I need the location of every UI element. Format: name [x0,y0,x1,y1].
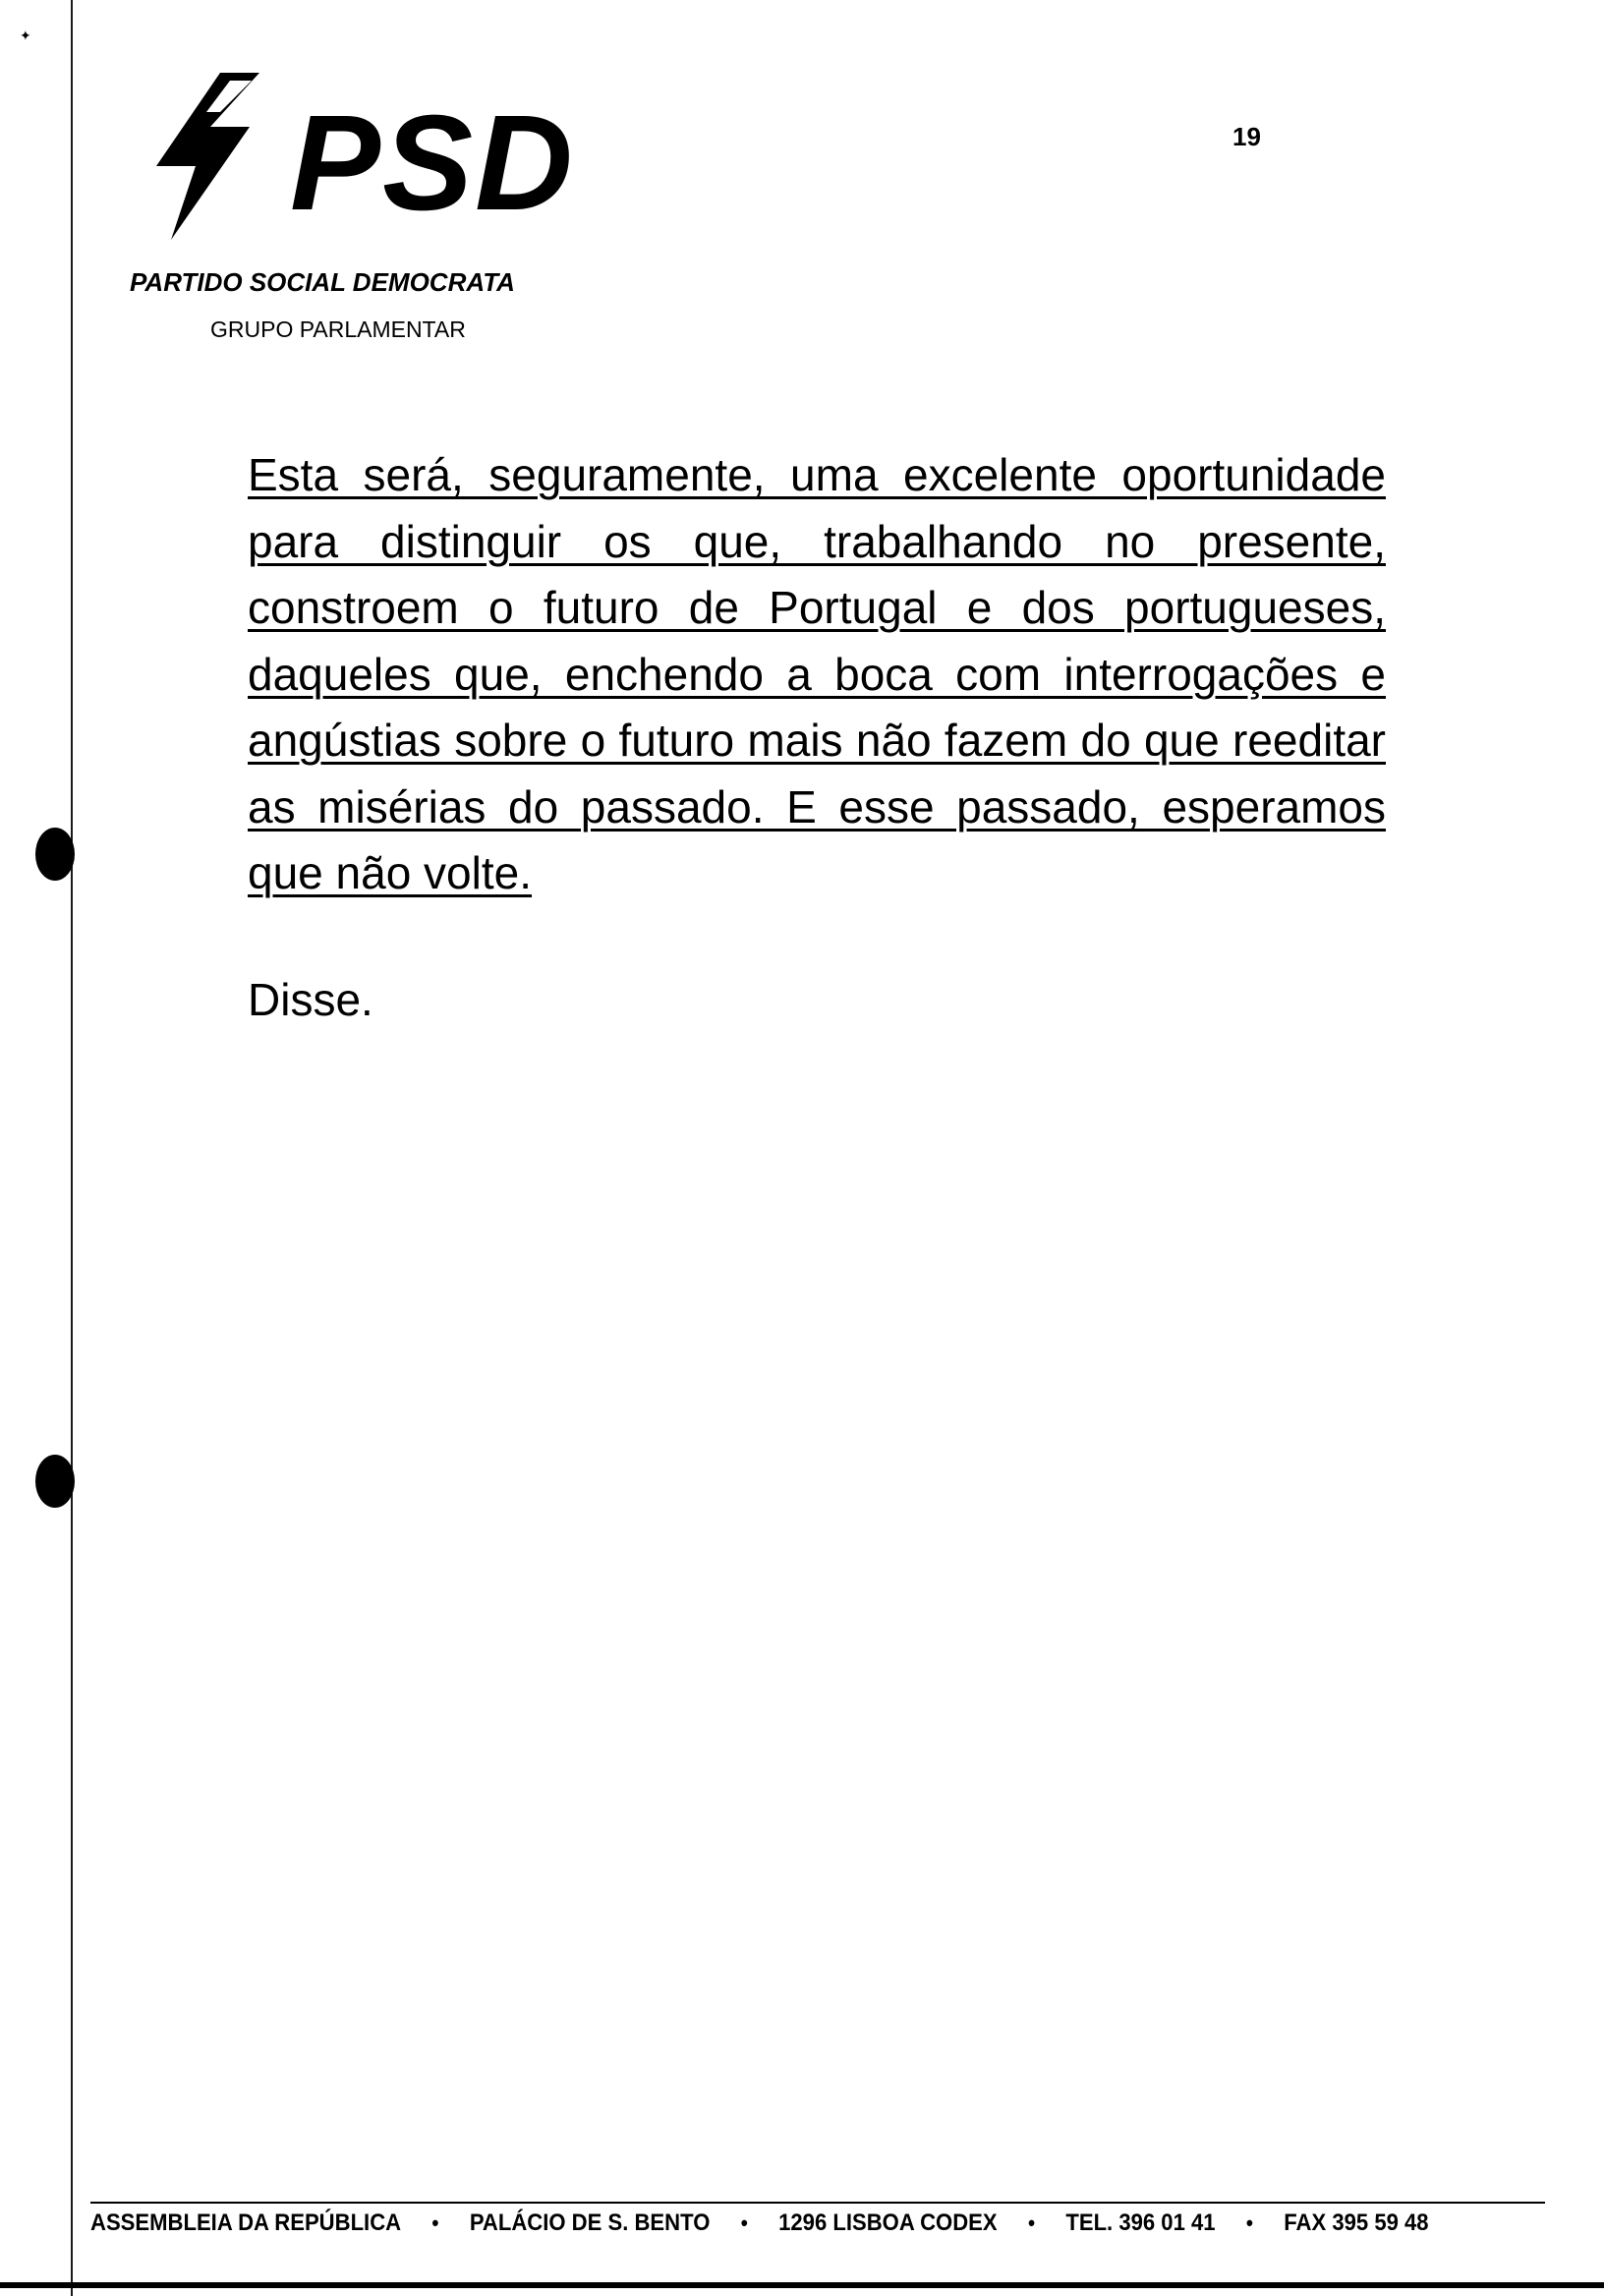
footer-item: PALÁCIO DE S. BENTO [469,2210,711,2236]
scan-mark: ✦ [20,28,31,43]
footer-separator: • [740,2210,748,2235]
parliamentary-group-name: GRUPO PARLAMENTAR [210,316,466,342]
punch-hole-icon [35,1455,75,1508]
page-bottom-edge [0,2282,1604,2288]
logo-wordmark: PSD [290,87,575,239]
closing-word: Disse. [248,974,373,1025]
party-name: PARTIDO SOCIAL DEMOCRATA [130,267,515,297]
footer-item: TEL. 396 01 41 [1065,2210,1216,2236]
footer-separator: • [1245,2210,1253,2235]
party-logo [128,69,619,265]
footer-address [90,2210,1429,2237]
speech-paragraph: Esta será, seguramente, uma excelente oportunidade para distinguir os que, trabalhando no presente, constroem o futuro de Portugal e dos portugueses, daqueles que, enchendo a boca com interrogações e angústias sobre o futuro mais não fazem do que reeditar as misérias do passado. E esse passado, esperamos que não volte. [248,449,1386,898]
punch-hole-icon [35,828,75,881]
footer-divider [90,2202,1545,2204]
footer-item: ASSEMBLEIA DA REPÚBLICA [90,2210,402,2236]
page-number: 19 [1232,122,1261,151]
footer-separator: • [1027,2210,1036,2235]
binding-margin-line [71,0,73,2296]
footer-separator: • [431,2210,439,2235]
footer-item: FAX 395 59 48 [1284,2210,1429,2236]
footer-item: 1296 LISBOA CODEX [778,2210,998,2236]
psd-arrow-emblem-icon [151,73,259,240]
